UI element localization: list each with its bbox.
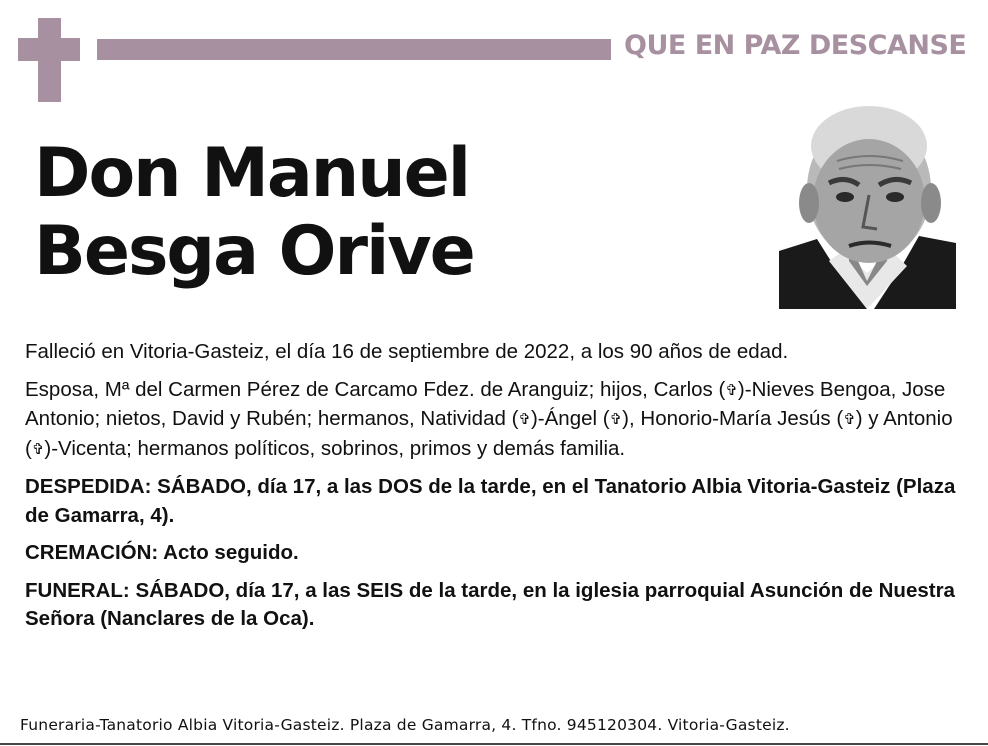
obituary-body (25, 338, 960, 643)
deceased-name-line2: Besga Orive (34, 212, 474, 291)
funeral-info: FUNERAL: SÁBADO, día 17, a las SEIS de la tarde, en la iglesia parroquial Asunción de Nuestra Señora (Nanclares de la Oca). (25, 578, 955, 630)
footer-divider (0, 743, 988, 745)
family-list: Esposa, Mª del Carmen Pérez de Carcamo Fdez. de Aranguiz; hijos, Carlos (✞)-Nieves Bengoa, Jose Antonio; nietos, David y Rubén; hermanos, Natividad (✞)-Ángel (✞), Honorio-María Jesús (✞) y Antonio (✞)-Vicenta; hermanos políticos, sobrinos, primos y demás familia. (25, 376, 960, 465)
cross-icon: ✞ (843, 411, 856, 428)
cross-icon-horizontal (18, 38, 80, 61)
cross-icon: ✞ (609, 411, 623, 428)
funeral-home-footer: Funeraria-Tanatorio Albia Vitoria-Gasteiz. Plaza de Gamarra, 4. Tfno. 945120304. Vitoria-Gasteiz. (20, 716, 790, 734)
header-bar (97, 39, 611, 60)
despedida-info: DESPEDIDA: SÁBADO, día 17, a las DOS de la tarde, en el Tanatorio Albia Vitoria-Gasteiz (Plaza de Gamarra, 4). (25, 475, 956, 527)
deceased-name-line1: Don Manuel (34, 134, 470, 213)
cross-icon: ✞ (31, 440, 45, 458)
portrait-photo (779, 101, 956, 309)
death-announcement: Falleció en Vitoria-Gasteiz, el día 16 de septiembre de 2022, a los 90 años de edad. (25, 340, 789, 363)
header-label: QUE EN PAZ DESCANSE (624, 30, 967, 61)
cross-icon: ✞ (518, 411, 531, 428)
cremacion-info: CREMACIÓN: Acto seguido. (25, 541, 299, 564)
cross-icon: ✞ (725, 381, 738, 399)
portrait-illustration (779, 101, 956, 309)
